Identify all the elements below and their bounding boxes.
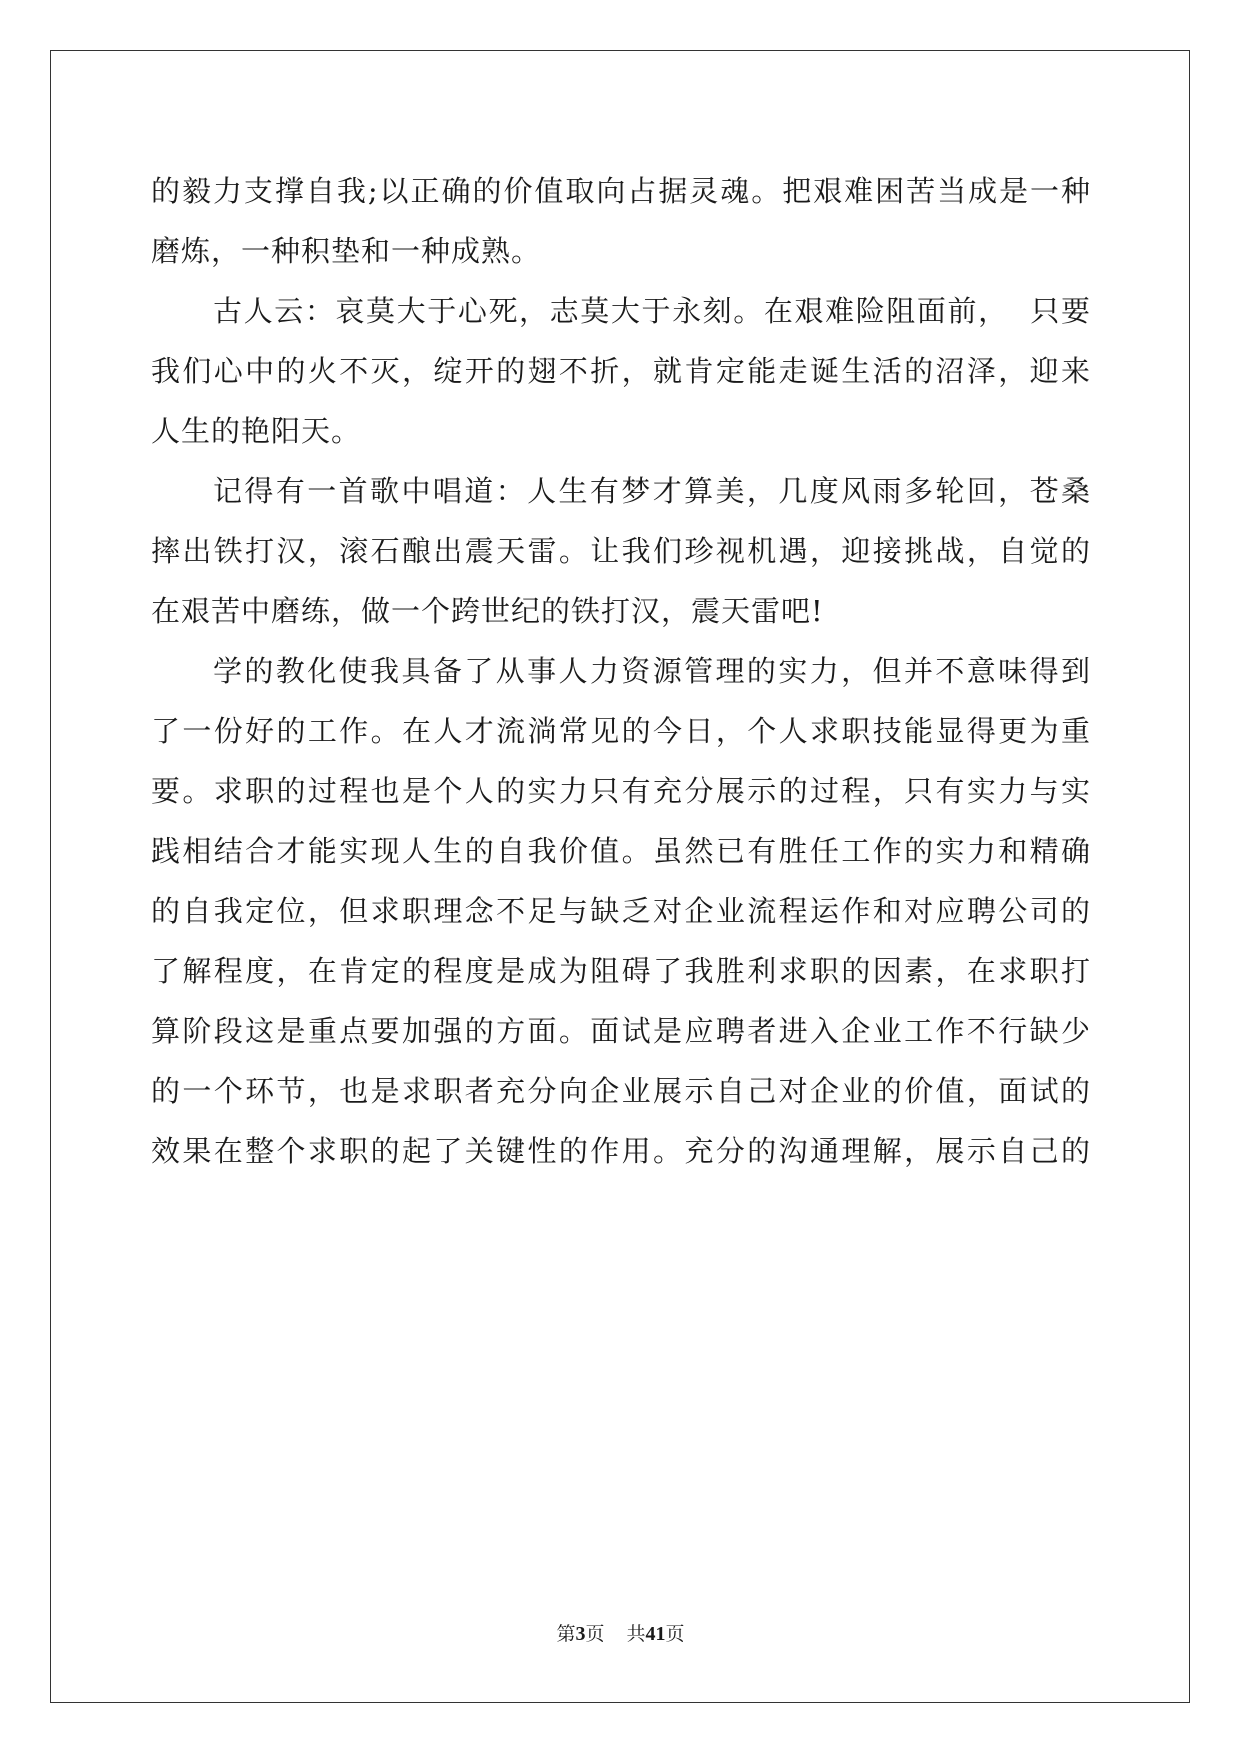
text-line: 摔出铁打汉，滚石酿出震天雷。让我们珍视机遇，迎接挑战，自觉的	[151, 534, 1091, 568]
text-line: 古人云：哀莫大于心死，志莫大于永刻。在艰难险阻面前， 只要	[213, 294, 1091, 328]
page-footer	[0, 1622, 1241, 1646]
page-prefix: 第	[556, 1623, 576, 1645]
page-suffix: 页	[585, 1623, 605, 1645]
text-line: 践相结合才能实现人生的自我价值。虽然已有胜任工作的实力和精确	[151, 834, 1091, 868]
text-line: 在艰苦中磨练，做一个跨世纪的铁打汉，震天雷吧!	[151, 594, 824, 628]
total-pages: 41	[645, 1623, 666, 1645]
text-line: 了解程度，在肯定的程度是成为阻碍了我胜利求职的因素，在求职打	[151, 954, 1091, 988]
text-line: 人生的艳阳天。	[151, 414, 362, 448]
text-line: 的一个环节，也是求职者充分向企业展示自己对企业的价值，面试的	[151, 1074, 1091, 1108]
text-line: 的毅力支撑自我;以正确的价值取向占据灵魂。把艰难困苦当成是一种	[151, 174, 1091, 208]
text-line: 我们心中的火不灭，绽开的翅不折，就肯定能走诞生活的沼泽，迎来	[151, 354, 1091, 388]
text-line: 算阶段这是重点要加强的方面。面试是应聘者进入企业工作不行缺少	[151, 1014, 1091, 1048]
text-line: 要。求职的过程也是个人的实力只有充分展示的过程，只有实力与实	[151, 774, 1091, 808]
text-line: 的自我定位，但求职理念不足与缺乏对企业流程运作和对应聘公司的	[151, 894, 1091, 928]
document-body	[151, 161, 1091, 1181]
text-line: 了一份好的工作。在人才流淌常见的今日，个人求职技能显得更为重	[151, 714, 1091, 748]
text-line: 学的教化使我具备了从事人力资源管理的实力，但并不意味得到	[213, 654, 1091, 688]
text-line: 记得有一首歌中唱道：人生有梦才算美，几度风雨多轮回，苍桑	[213, 474, 1091, 508]
text-line: 效果在整个求职的起了关键性的作用。充分的沟通理解，展示自己的	[151, 1134, 1091, 1168]
total-prefix: 共	[626, 1623, 646, 1645]
page-number: 3	[575, 1623, 586, 1645]
text-line: 磨炼，一种积垫和一种成熟。	[151, 234, 542, 268]
total-suffix: 页	[665, 1623, 685, 1645]
